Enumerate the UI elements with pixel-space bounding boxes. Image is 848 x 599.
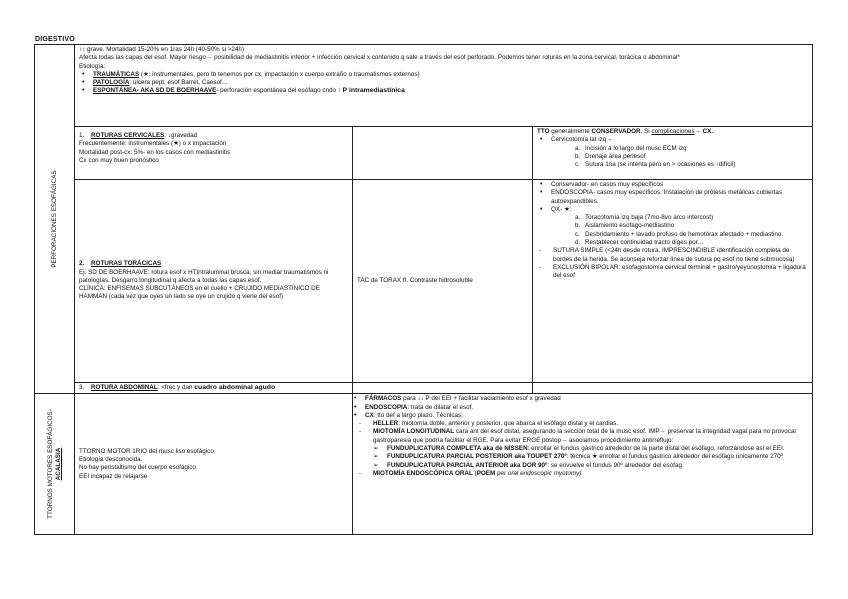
treatment-item: • FÁRMACOS para ↓↓ P del EEI + facilitar vaciamiento esof x gravedad (353, 395, 809, 403)
perforation-side-cell (35, 45, 75, 394)
treatment-item: • Cervicotomía lat izq→ a. Incisión a lo largo del musc ECM izq b. Drenaje área periesof c. Sutura 1ria (se intenta pero en > ocasiones es ↑difícil) (537, 136, 808, 169)
cervical-row (35, 127, 813, 180)
etiology-list (79, 71, 808, 96)
perforation-intro-cell (75, 45, 813, 127)
technique-item: - MIOTOMÍA ENDOSCÓPICA ORAL (POEM per oral endoscopic myotomy). (359, 470, 808, 478)
notes-table (34, 44, 813, 535)
etiology-item: • PATOLOGÍA: úlcera pept, esof Barret, Caesof… (79, 79, 808, 87)
thoracic-row (35, 180, 813, 383)
treatment-item: • CX: tto def a largo plazo. Técnicas: (353, 412, 809, 420)
thoracic-diagnosis-cell: TAC de TORAX ft. Contraste hidrosoluble (353, 180, 533, 383)
treatment-subitem: - EXCLUSIÓN BIPOLAR: esofagostomía cervical terminal + gastro/yeyunostomía + ligadura del esof (539, 264, 808, 281)
thoracic-treatment-cell (533, 180, 813, 383)
achalasia-treatment-cell (353, 394, 813, 535)
perforation-intro-row (35, 45, 813, 127)
cervical-treatment-cell: TTO generalmente CONSERVADOR. Si complicaciones→ CX. • Cervicotomía lat izq→ a. Incisión a lo largo del musc ECM izq b. Drenaje área periesof c. Sutura 1ria (se intenta pero en > ocasiones es ↑difícil) (533, 127, 813, 180)
etiology-item: • ESPONTÁNEA- AKA SD DE BOERHAAVE- perforación espontánea del esófago cndo ↑ P intramediastínica (79, 87, 808, 95)
abdominal-diagnosis-cell (353, 383, 533, 394)
abdominal-row (35, 383, 813, 394)
fundoplication-item: ➢ FUNDUPLICATURA PARCIAL ANTERIOR aka DOR 90º: se envuelve el fundus 90º alrededor del esófag (373, 462, 808, 470)
intro-line: Afecta todas las capas del esof. Mayor riesgo→ posibilidad de mediastinitis inferior + infección cervical x contenido q sale a través del esof perforado. Podemos tener roturas en la zona cervical, torácica o abdominal* (79, 54, 680, 62)
document-header: DIGESTIVO (35, 36, 75, 43)
achalasia-description-cell: TTORNO MOTOR 1RIO del musc liso esofágico. Etiología desconocida. No hay peristaltismo del cuerpo esofágico EEI incapaz de relajarse (75, 394, 353, 535)
abdominal-cell: 3. ROTURA ABDOMINAL: <frec y dan cuadro abdominal agudo (75, 383, 353, 394)
achalasia-side-label: TTORNOS MOTORES ESOFÁGICOS- ACALASIA (46, 409, 62, 520)
technique-item: - MIOTOMÍA LONGITUDINAL cara ant del esof distal, asegurando la sección total de la musc esof. IMP→ preservar la integridad vagal para no provocar gastroparesia que podría facilitar el RGE. Para evitar ERGE postop→ asociamos procedimiento antirreflujo: (359, 428, 808, 445)
treatment-item: • ENDOSCOPIA: trata de dilatar el esof. (353, 404, 809, 412)
technique-item: - HELLER: miotomía doble, anterior y posterior, que abarca el esófago distal y el cardias. (359, 420, 808, 428)
intro-line: Etiología: (79, 62, 106, 70)
cervical-cell: 1. ROTURAS CERVICALES: ↓gravedad Frecuentemente: instrumentales (★) o x impactación Mortalidad post-cx: 5%- en los casos con mediastinitis Cx con muy buen pronóstico (75, 127, 353, 180)
treatment-item: • QX- ★: a. Toracotomía izq baja (7mo-8vo arco intercost) b. Aislamiento esofago-mediastino c. Desbridamiento + lavado profuso de hemotórax afectado + mediastino. d. Restablecer continuidad tracto diges por… (537, 206, 808, 247)
abdominal-treatment-cell (533, 383, 813, 394)
thoracic-cell: 2. ROTURAS TORÁCICAS Ej: SD DE BOERHAAVE: rotura esof x HTIntraluminal brusca, sin mediar traumatismos ni patologías. Desgarro longitudinal q afecta a todas las capas esof. CLÍNICA: ENFISEMAS SUBCUTÁNEOS en el cuello + CRUJIDO MEDIASTÍNICO DE HAMMAN (cada vez que oyes un lado se oye un crujido q viene del esof) (75, 180, 353, 383)
intro-line: ↑↑ grave. Mortalidad 15-20% en 1ras 24h (40-50% si >24h) (79, 46, 245, 53)
treatment-item: • ENDOSCOPIA- casos muy específicos. Instalación de prótesis metálicas cubiertas autoexpandibles. (537, 189, 808, 206)
treatment-subitem: - SUTURA SIMPLE (<24h desde rotura. IMPRESCINDIBLE identificación completa de bordes de la herida. Se aconseja reforzar línea de sutura pq esof no tiene submucosa) (539, 247, 808, 264)
etiology-item: • TRAUMÁTICAS (★: instrumentales, pero tb tenemos por cx, impactación x cuerpo extraño o traumatismos externos) (79, 71, 808, 79)
fundoplication-item: ➢ FUNDUPLICATURA COMPLETA aka de NISSEN: enrollar el fundus gástrico alrededor de la parte distal del esófago, reforzándose así el EEI. (373, 445, 808, 453)
achalasia-row (35, 394, 813, 535)
achalasia-side-cell (35, 394, 75, 535)
cervical-diagnosis-cell (353, 127, 533, 180)
treatment-item: • Conservador- en casos muy específicos (537, 181, 808, 189)
fundoplication-item: ➢ FUNDUPLICATURA PARCIAL POSTERIOR aka TOUPET 270º: técnica ★ enrollar el fundus gástrico alrededor del esófago únicamente 270º (373, 453, 808, 461)
perforation-side-label: PERFORACIONES ESOFÁGICAS (50, 170, 58, 268)
